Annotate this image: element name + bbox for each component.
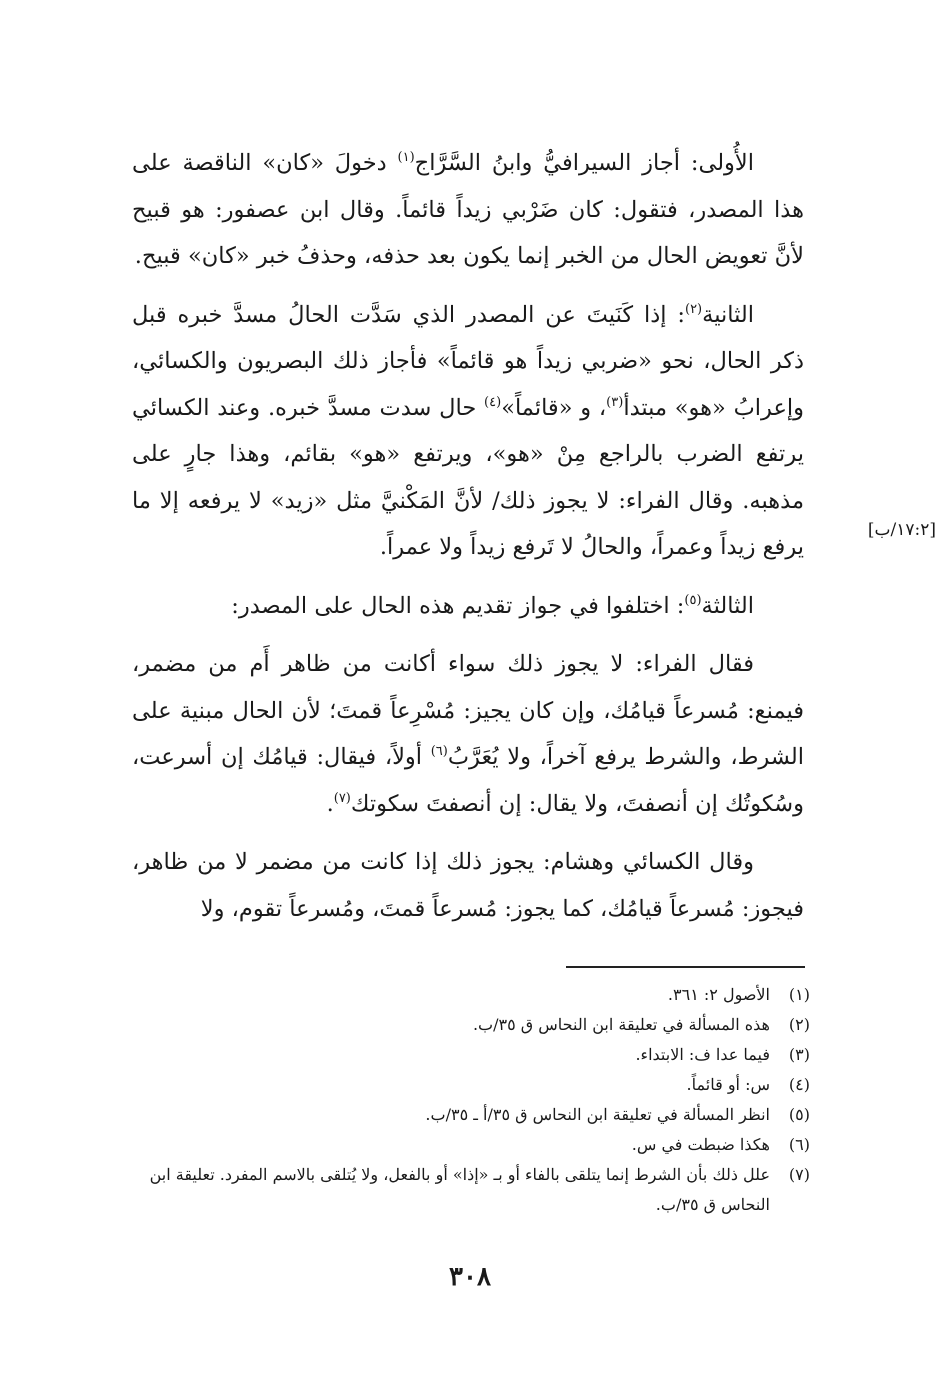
footnote-text: هكذا ضبطت في س. <box>631 1135 770 1154</box>
footnote-item <box>132 1070 810 1100</box>
paragraph-fourth <box>132 641 804 827</box>
text-run: الثانية <box>702 301 754 328</box>
paragraph-second <box>132 292 804 571</box>
footnote-text: انظر المسألة في تعليقة ابن النحاس ق ٣٥/أ ـ ٣٥/ب. <box>425 1105 770 1124</box>
footnote-item <box>132 1040 810 1070</box>
text-run: : اختلفوا في جواز تقديم هذه الحال على المصدر: <box>231 592 685 619</box>
footnote-text: علل ذلك بأن الشرط إنما يتلقى بالفاء أو بـ «إذا» أو بالفعل، ولا يُتلقى بالاسم المفرد. تعليقة ابن النحاس ق ٣٥/ب. <box>149 1165 770 1214</box>
footnote-number: (٥) <box>788 1105 810 1124</box>
text-run: ، و «قائماً» <box>501 394 607 421</box>
text-run: . <box>326 790 334 817</box>
footnote-item <box>132 1010 810 1040</box>
footnote-number: (٤) <box>788 1075 810 1094</box>
footnote-number: (٢) <box>788 1015 810 1034</box>
footnote-marker[interactable]: (٦) <box>430 744 448 759</box>
footnote-marker[interactable]: (٣) <box>606 394 624 410</box>
page-number: ٣٠٨ <box>449 1262 491 1292</box>
footnote-number: (٣) <box>788 1045 810 1064</box>
text-run: وقال الكسائي وهشام: يجوز ذلك إذا كانت من مضمر لا من ظاهر، فيجوز: مُسرعاً قيامُك، كما يجوز: مُسرعاً قمتَ، ومُسرعاً تقوم، ولا <box>132 849 804 922</box>
paragraph-fifth <box>132 839 804 932</box>
footnote-number: (١) <box>788 985 810 1004</box>
text-run: دخولَ «كان» الناقصة على هذا المصدر، فتقول: كان ضَرْبي زيداً قائماً. وقال ابن عصفور: هو قبيح لأنَّ تعويض الحال من الخبر إنما يكون بعد حذفه، وحذفُ خبر «كان» قبيح. <box>132 150 804 269</box>
main-text <box>132 140 804 932</box>
footnote-item <box>132 980 810 1010</box>
footnote-item <box>132 1160 810 1220</box>
footnote-marker[interactable]: (٧) <box>333 790 351 806</box>
text-run: الثالثة <box>701 592 754 619</box>
footnote-marker[interactable]: (٤) <box>484 394 502 410</box>
text-run: الأُولى: أجاز السيرافيُّ وابنُ السَّرَّاج <box>414 150 754 176</box>
footnote-text: الأصول ٢: ٣٦١. <box>667 985 770 1004</box>
text-run: فقال الفراء: لا يجوز ذلك سواء أكانت من ظاهر أَم من مضمر، فيمنع: مُسرعاً قيامُك، وإن كان يجيز: مُسْرِعاً قمتَ؛ لأن الحال مبنية على الشرط، والشرط يرفع آخراً، ولا يُعَرَّبُ <box>132 651 804 770</box>
footnote-text: فيما عدا ف: الابتداء. <box>635 1045 770 1064</box>
footnote-marker[interactable]: (٢) <box>684 301 703 317</box>
footnote-item <box>132 1100 810 1130</box>
footnote-marker[interactable]: (٥) <box>684 592 702 608</box>
text-run: حال سدت مسدَّ خبره. وعند الكسائي يرتفع الضرب بالراجع مِنْ «هو»، ويرتفع «هو» بقائم، وهذا جارٍ على مذهبه. وقال الفراء: لا يجوز ذلك/ لأنَّ المَكْنيَّ مثل «زيد» لا يرفعه إلا ما يرفع زيداً وعمراً، والحالُ لا تَرفع زيداً ولا عمراً. <box>132 394 804 560</box>
footnote-number: (٧) <box>788 1165 810 1184</box>
footnote-marker[interactable]: (١) <box>397 150 415 165</box>
text-run: : إذا كَنَيتَ عن المصدر الذي سَدَّت الحالُ مسدَّ خبره قبل ذكر الحال، نحو «ضربي زيداً هو قائماً» فأجاز ذلك البصريون والكسائي، وإعرابُ «هو» مبتدأ <box>132 301 804 421</box>
footnote-item <box>132 1130 810 1160</box>
manuscript-folio-reference: [١٧:٢/ب] <box>867 520 936 540</box>
paragraph-first <box>132 140 804 280</box>
footnote-divider <box>566 966 805 968</box>
footnote-number: (٦) <box>788 1135 810 1154</box>
paragraph-third <box>132 583 804 630</box>
footnote-text: هذه المسألة في تعليقة ابن النحاس ق ٣٥/ب. <box>472 1015 770 1034</box>
footnotes-list <box>132 980 810 1220</box>
footnote-text: س: أو قائماً. <box>686 1075 770 1094</box>
text-run: أولاً، فيقال: قيامُك إن أسرعت، وسُكوتُك إن أنصفتَ، ولا يقال: إن أنصفتَ سكوتك <box>132 744 804 817</box>
